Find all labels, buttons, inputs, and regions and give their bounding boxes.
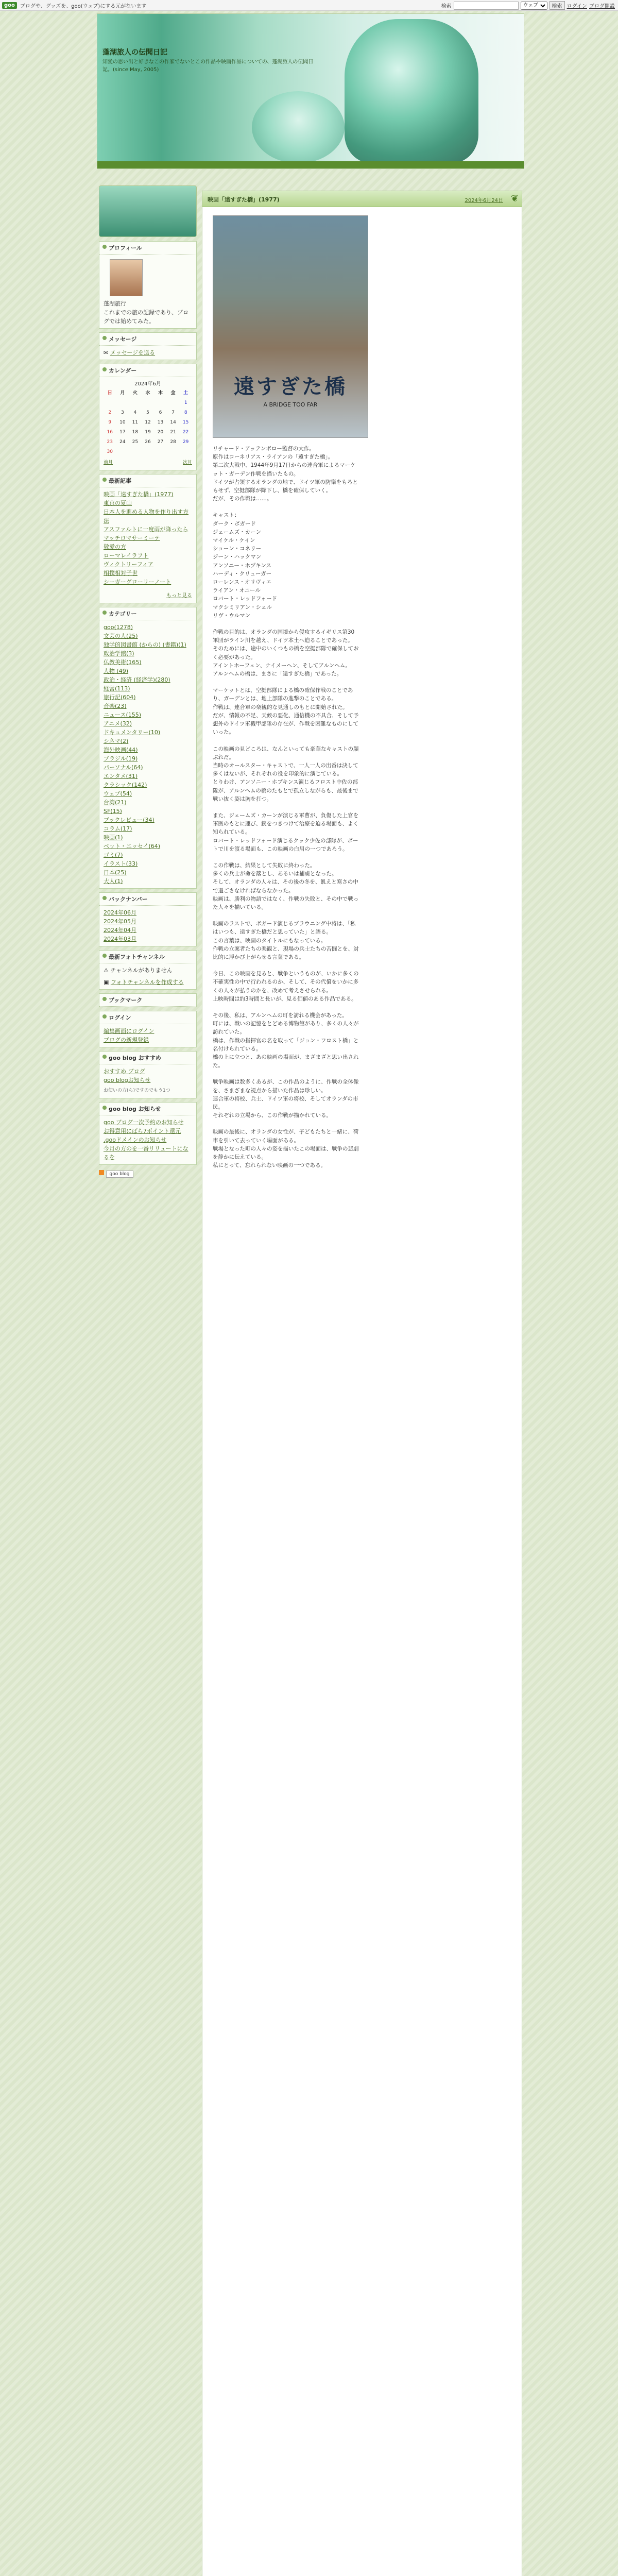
recent-post-link[interactable]: ヴィクトリーフィア	[104, 561, 153, 568]
recent-post-link[interactable]: 相撲相対子世	[104, 570, 138, 577]
calendar-day	[142, 398, 154, 408]
recommend-box	[99, 1051, 197, 1098]
calendar-day[interactable]: 15	[182, 420, 189, 425]
calendar-day	[142, 447, 154, 457]
channel-heading: 最新フォトチャンネル	[99, 951, 196, 963]
blog-title[interactable]: 蓬湖旅人の伝聞日記	[102, 48, 167, 57]
category-link[interactable]: 経営(113)	[104, 685, 130, 692]
recent-post-link[interactable]: ローマレイラフト	[104, 552, 149, 559]
recent-post-link[interactable]: マッチロマサーミーテ	[104, 535, 160, 541]
backnumber-heading: バックナンバー	[99, 893, 196, 906]
calendar-day[interactable]: 13	[157, 420, 164, 425]
goo-news-box	[99, 1102, 197, 1165]
category-link[interactable]: 大人(1)	[104, 878, 123, 885]
bookmark-box	[99, 993, 197, 1007]
channel-notice: ⚠ チャンネルがありません	[104, 967, 173, 974]
category-link[interactable]: 人物 (49)	[104, 668, 129, 674]
category-link[interactable]: ペット・エッセイ(64)	[104, 843, 161, 850]
category-link[interactable]: 映画(1)	[104, 834, 123, 841]
calendar-day	[154, 447, 167, 457]
recent-list	[99, 487, 196, 589]
category-link[interactable]: ゴミ(7)	[104, 852, 123, 858]
calendar-day[interactable]: 20	[157, 430, 164, 435]
blog-open-link[interactable]: ブログ開設	[589, 4, 615, 9]
calendar-day	[154, 398, 167, 408]
goo-news-heading: goo blog お知らせ	[99, 1103, 196, 1115]
post-paragraph: この作戦は、結果として失敗に終わった。 多くの兵士が命を落とし、あるいは捕虜となった。 そして、オランダの人々は、その後の冬を、飢えと寒さの中で過ごさなければならなかった。 映画は、勝利の物語ではなく、作戦の失敗と、その中で戦った人々を描いている。	[213, 862, 359, 910]
recent-post-link[interactable]: 東京の夏山	[104, 500, 132, 506]
post-paragraph: 作戦の目的は、オランダの国境から侵攻するイギリス第30軍団がライン川を越え、ドイツ本土へ迫ることであった。 そのためには、途中のいくつもの橋を空挺部隊で確保しておく必要があった。 アイントホーフェン、ナイメーヘン、そしてアルンヘム。 アルンヘムの橋は、まさに「遠すぎた橋」であった。	[213, 629, 359, 677]
footer-badge-wrap	[99, 1168, 197, 1178]
category-link[interactable]: 海外映画(44)	[104, 747, 138, 753]
post-date[interactable]: 2024年6月24日	[465, 198, 503, 204]
category-list	[99, 620, 196, 888]
post-paragraph: キャスト： ダーク・ボガード ジェームズ・カーン マイケル・ケイン ショーン・コネリー ジーン・ハックマン アンソニー・ホプキンス ハーディ・クリューガー ローレンス・オリヴィエ ライアン・オニール ロバート・レッドフォード マクシミリアン・シェル リヴ・ウルマン	[213, 512, 278, 619]
calendar-day[interactable]: 5	[146, 410, 149, 415]
login-menu-link[interactable]: ブログの新規登録	[104, 1037, 149, 1043]
category-link[interactable]: ドキュメンタリー(10)	[104, 729, 161, 736]
category-heading: カテゴリー	[99, 607, 196, 620]
post-header	[202, 191, 522, 207]
recent-more-link[interactable]: もっと見る	[166, 593, 192, 599]
calendar-weekday: 木	[158, 391, 163, 396]
backnumber-link[interactable]: 2024年03月	[104, 936, 136, 942]
search-button[interactable]: 検索	[550, 1, 565, 10]
post-paragraph: マーケットとは、空挺部隊による橋の確保作戦のことであり、ガーデンとは、地上部隊の進撃のことである。 作戦は、連合軍の楽観的な見通しのもとに開始された。 だが、情報の不足、天候の悪化、通信機の不具合、そして予想外のドイツ軍機甲部隊の存在が、作戦を困難なものにしていった。	[213, 687, 359, 736]
calendar-weekday: 日	[107, 391, 112, 396]
search-input[interactable]	[454, 2, 519, 10]
avatar[interactable]	[110, 259, 143, 296]
category-link[interactable]: 旅行記(604)	[104, 694, 136, 701]
calendar-day[interactable]: 29	[182, 439, 189, 445]
top-message[interactable]: ブログや、グッズを、goo(ウェブ)にする元がないます	[20, 3, 147, 9]
category-link[interactable]: コラム(17)	[104, 825, 132, 832]
calendar-day[interactable]: 2	[108, 410, 112, 415]
goo-news-link[interactable]: goo ブログ一次予約のお知らせ	[104, 1119, 184, 1126]
movie-poster-image[interactable]	[213, 215, 368, 438]
login-link[interactable]: ログイン	[566, 4, 587, 9]
message-box	[99, 332, 197, 360]
category-link[interactable]: 日本(25)	[104, 869, 127, 876]
category-link[interactable]: パーソナル(64)	[104, 764, 143, 771]
blog-description: 知愛の思い出と好きなこの作家でないとこの作品や映画作品についての、蓬湖旅人の伝聞日記。(since May, 2005)	[102, 59, 314, 73]
calendar-day	[167, 398, 180, 408]
backnumber-link[interactable]: 2024年06月	[104, 909, 136, 916]
leaf-icon: ❦	[510, 193, 519, 204]
post-paragraph: 映画の最後に、オランダの女性が、子どもたちと一緒に、荷車を引いて去っていく場面がある。 戦場となった町の人々の姿を描いたこの場面は、戦争の悲劇を静かに伝えている。 私にとって、忘れられない映画の一つである。	[213, 1129, 359, 1169]
header-ice-image	[252, 91, 345, 163]
mail-icon: ✉	[104, 349, 110, 356]
category-link[interactable]: 独学的図書館 (からの) (書籍)(1)	[104, 641, 186, 648]
category-link[interactable]: アニメ(32)	[104, 720, 132, 727]
recent-post-link[interactable]: 映画「遠すぎた橋」(1977)	[104, 491, 174, 498]
calendar-day	[116, 398, 129, 408]
backnumber-link[interactable]: 2024年04月	[104, 927, 136, 934]
calendar-prev-link[interactable]: 前月	[104, 460, 113, 465]
recommend-link[interactable]: goo blogお知らせ	[104, 1077, 151, 1083]
calendar-day[interactable]: 19	[145, 430, 151, 435]
recent-post-link[interactable]: 敬愛の方	[104, 544, 126, 550]
login-box	[99, 1011, 197, 1047]
recommend-heading: goo blog おすすめ	[99, 1052, 196, 1064]
category-link[interactable]: ニュース(155)	[104, 711, 142, 718]
calendar-box	[99, 364, 197, 470]
blog-header	[97, 13, 524, 169]
post-body	[213, 445, 359, 1178]
calendar-day[interactable]: 25	[132, 439, 139, 445]
post-title[interactable]: 映画「遠すぎた橋」(1977)	[208, 196, 280, 203]
post-paragraph: 映画のラストで、ボガード演じるブラウニング中将は、「私はいつも、遠すぎた橋だと思っていた」と語る。 この言葉は、映画のタイトルにもなっている。 作戦の立案者たちの楽観と、現場の兵士たちの苦闘とを、対比的に浮かび上がらせる言葉である。	[213, 921, 359, 960]
profile-heading: プロフィール	[99, 242, 196, 255]
header-glass-image	[345, 19, 478, 163]
category-link[interactable]: ブックレビュー(34)	[104, 817, 154, 823]
calendar-weekday: 水	[145, 391, 150, 396]
send-message-link[interactable]: メッセージを送る	[110, 349, 156, 356]
backnumber-list	[99, 906, 196, 946]
calendar-day	[116, 447, 129, 457]
main-content	[202, 191, 522, 2576]
calendar-weekday: 月	[120, 391, 125, 396]
category-link[interactable]: イラスト(33)	[104, 860, 138, 867]
calendar-day[interactable]: 14	[170, 420, 176, 425]
calendar-day[interactable]: 9	[108, 420, 112, 425]
calendar-day[interactable]: 17	[119, 430, 126, 435]
top-search-area	[441, 1, 615, 10]
goo-blog-badge[interactable]: goo blog	[106, 1171, 133, 1178]
calendar-day[interactable]: 1	[184, 400, 187, 405]
calendar-day	[129, 398, 142, 408]
category-link[interactable]: 仏教美術(165)	[104, 659, 142, 666]
header-bottom-band	[97, 161, 524, 168]
category-link[interactable]: クラシック(142)	[104, 782, 147, 788]
category-box	[99, 607, 197, 889]
sidebar	[99, 185, 197, 1178]
calendar-next-link[interactable]: 次月	[182, 460, 192, 465]
goo-news-link[interactable]: お得意用にばら7ポイント還元	[104, 1128, 181, 1134]
login-heading: ログイン	[99, 1011, 196, 1024]
category-link[interactable]: 文芸の人(25)	[104, 633, 138, 639]
category-link[interactable]: 台湾(21)	[104, 799, 127, 806]
message-heading: メッセージ	[99, 333, 196, 346]
search-scope-select[interactable]	[521, 2, 547, 10]
calendar-day[interactable]: 8	[184, 410, 187, 415]
search-label: 検索	[441, 4, 452, 9]
create-channel-link[interactable]: フォトチャンネルを作成する	[110, 979, 184, 986]
calendar-weekday: 金	[170, 391, 176, 396]
goo-news-link[interactable]: 今月の方のを一番リリュートになるを	[104, 1145, 188, 1161]
recent-post-link[interactable]: 日本人を進める人物を作り出す方法	[104, 509, 188, 524]
calendar-day[interactable]: 6	[159, 410, 162, 415]
calendar-heading: カレンダー	[99, 364, 196, 377]
calendar-day[interactable]: 10	[119, 420, 126, 425]
profile-text: これまでの旅の記録であり、ブログでは始めてみた。	[104, 309, 188, 325]
category-link[interactable]: シネマ(2)	[104, 738, 129, 744]
login-menu-link[interactable]: 編集画面にログイン	[104, 1028, 154, 1035]
calendar-day[interactable]: 7	[171, 410, 175, 415]
calendar-day[interactable]: 4	[133, 410, 137, 415]
calendar-day[interactable]: 18	[132, 430, 139, 435]
category-link[interactable]: ウェブ(54)	[104, 790, 132, 797]
post-paragraph: また、ジェームズ・カーンが演じる軍曹が、負傷した上官を軍医のもとに運び、銃をつきつけて治療を迫る場面も、よく知られている。 ロバート・レッドフォード演じるクック少佐の部隊が、ボートで川を渡る場面も、この映画の白眉の一つであろう。	[213, 812, 359, 852]
category-link[interactable]: goo(1278)	[104, 624, 133, 631]
recommend-sub: お使いの方(ら)ですのでもう1つ	[104, 1088, 170, 1093]
calendar-day[interactable]: 3	[121, 410, 124, 415]
post-paragraph: その後、私は、アルンヘムの町を訪れる機会があった。 町には、戦いの記憶をとどめる博物館があり、多くの人々が訪れていた。 橋は、作戦の指揮官の名を取って「ジョン・フロスト橋」と名付けられている。 橋の上に立つと、あの映画の場面が、まざまざと思い出された。	[213, 1012, 359, 1069]
calendar-day[interactable]: 30	[107, 449, 113, 454]
calendar-day[interactable]: 28	[170, 439, 176, 445]
calendar-weekday: 火	[132, 391, 138, 396]
calendar-day	[179, 447, 192, 457]
recent-post-link[interactable]: シーガーグローリーノート	[104, 579, 171, 585]
calendar-day[interactable]: 23	[107, 439, 113, 445]
top-bar	[0, 0, 618, 11]
post-paragraph: リチャード・アッテンボロー監督の大作。 原作はコーネリアス・ライアンの「遠すぎた橋」。 第二次大戦中、1944年9月17日からの連合軍によるマーケット・ガーデン作戦を描いたもの。 ドイツが占領するオランダの地で、ドイツ軍の防衛をもろともせず、空挺部隊が降下し、橋を確保していく。 だが、その作戦は……。	[213, 446, 358, 502]
bookmark-heading: ブックマーク	[99, 994, 196, 1007]
post-paragraph: 戦争映画は数多くあるが、この作品のように、作戦の全体像を、さまざまな視点から描いた作品は珍しい。 連合軍の将校、兵士、ドイツ軍の将校、そしてオランダの市民。 それぞれの立場から、この作戦が描かれている。	[213, 1079, 359, 1119]
category-link[interactable]: エンタメ(31)	[104, 773, 138, 779]
calendar-day[interactable]: 11	[132, 420, 139, 425]
recommend-link[interactable]: おすすめ ブログ	[104, 1068, 145, 1075]
calendar-day	[104, 398, 116, 408]
poster-subtitle: A BRIDGE TOO FAR	[263, 401, 318, 408]
profile-name: 蓬湖旅行	[104, 300, 126, 307]
rss-icon[interactable]	[99, 1170, 104, 1175]
post-paragraph: 今日、この映画を見ると、戦争というものが、いかに多くの不確実性の中で行われるのか、そして、その代償をいかに多くの人々が払うのかを、改めて考えさせられる。 上映時間は約3時間と長いが、見る価値のある作品である。	[213, 971, 359, 1002]
calendar-weekday: 土	[183, 391, 188, 396]
category-link[interactable]: 政治学館(3)	[104, 650, 134, 657]
login-list	[99, 1024, 196, 1047]
backnumber-link[interactable]: 2024年05月	[104, 918, 136, 925]
calendar-day[interactable]: 22	[182, 430, 189, 435]
calendar-day	[129, 447, 142, 457]
goo-news-link[interactable]: .gooドメインのお知らせ	[104, 1137, 167, 1143]
sidebar-banner-image	[99, 185, 197, 237]
backnumber-box	[99, 892, 197, 946]
calendar-day[interactable]: 26	[145, 439, 151, 445]
category-link[interactable]: SF(15)	[104, 808, 122, 815]
poster-title: 遠すぎた橋	[234, 375, 347, 399]
recommend-list	[104, 1067, 192, 1084]
recent-posts-box	[99, 474, 197, 603]
goo-logo[interactable]: goo	[2, 2, 17, 9]
calendar-day	[167, 447, 180, 457]
goo-news-list	[99, 1115, 196, 1164]
warning-icon: ⚠	[104, 967, 111, 974]
calendar-day[interactable]: 24	[119, 439, 126, 445]
post-paragraph: この映画の見どころは、なんといっても豪華なキャストの顔ぶれだ。 当時のオールスター・キャストで、一人一人の出番は決して多くはないが、それぞれの役を印象的に演じている。 とりわけ、アンソニー・ホプキンス演じるフロスト中佐の部隊が、アルンヘムの橋のたもとで孤立しながらも、最後まで戦い抜く姿は胸を打つ。	[213, 745, 359, 802]
recent-post-link[interactable]: アスファルトに一度雨が降ったら	[104, 526, 188, 533]
camera-icon: ▣	[104, 979, 111, 986]
calendar-table	[104, 388, 192, 457]
category-link[interactable]: ブラジル(19)	[104, 755, 138, 762]
profile-box	[99, 241, 197, 329]
photo-channel-box	[99, 950, 197, 990]
recent-heading: 最新記事	[99, 474, 196, 487]
category-link[interactable]: 音楽(23)	[104, 703, 127, 709]
calendar-month: 2024年6月	[134, 381, 161, 387]
calendar-day[interactable]: 21	[170, 430, 176, 435]
calendar-day[interactable]: 27	[157, 439, 164, 445]
category-link[interactable]: 政治・経済 (経済学)(280)	[104, 676, 170, 683]
calendar-day[interactable]: 16	[107, 430, 113, 435]
calendar-day[interactable]: 12	[145, 420, 151, 425]
